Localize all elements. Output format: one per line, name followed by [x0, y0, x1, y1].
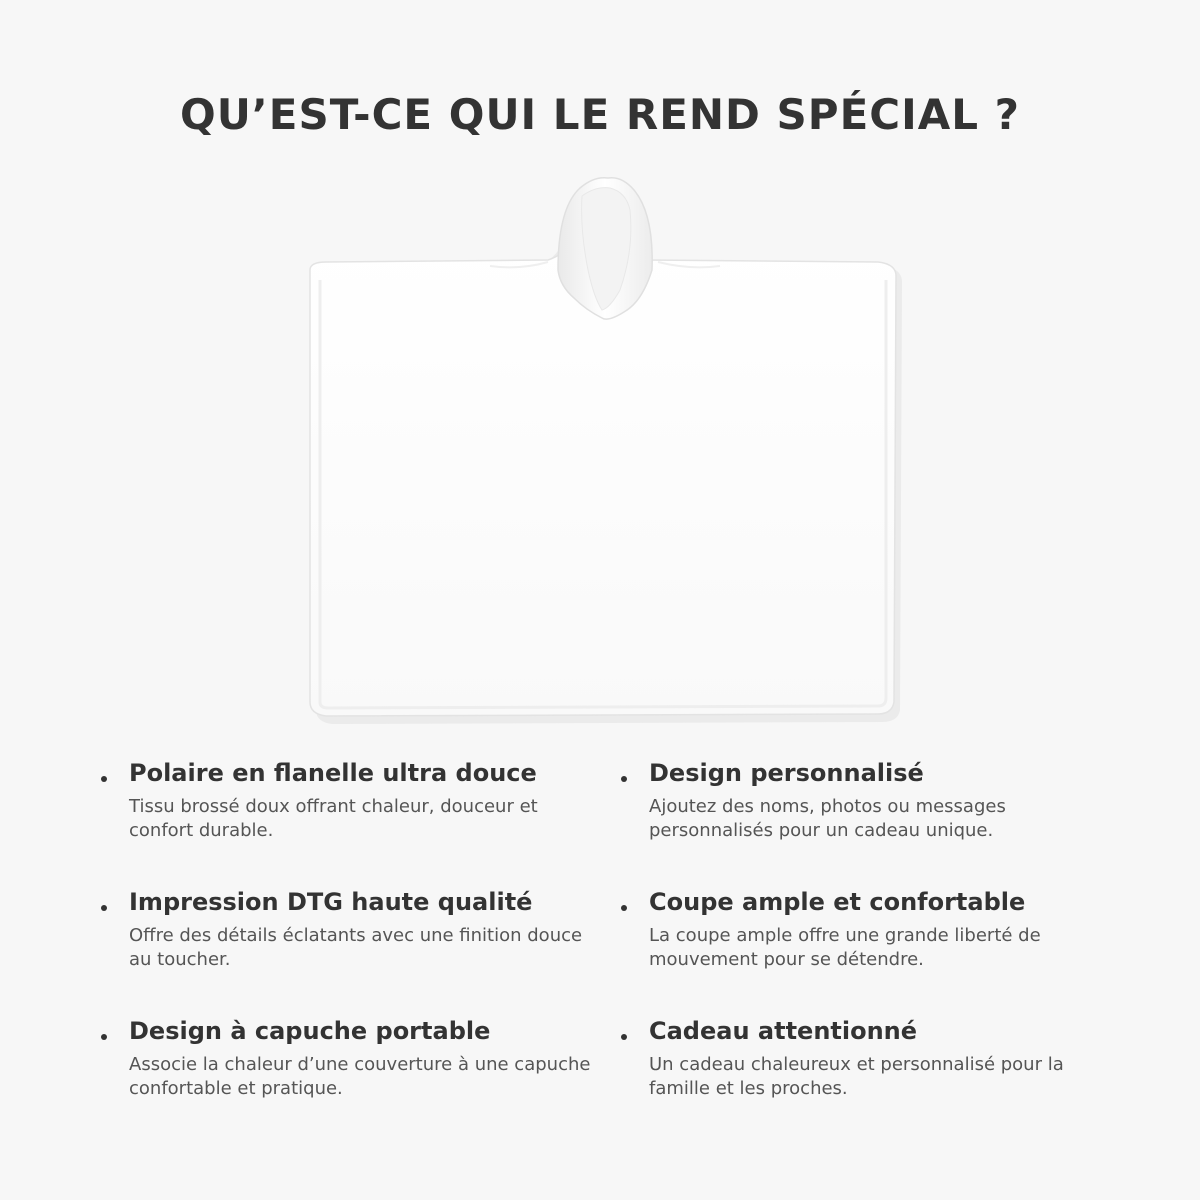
- hooded-blanket-image: [290, 170, 920, 730]
- feature-item: [96, 1014, 606, 1099]
- feature-item: [96, 885, 606, 970]
- bullet-dot-icon: [101, 905, 107, 911]
- feature-description: Ajoutez des noms, photos ou messages personnalisés pour un cadeau unique.: [649, 796, 1006, 841]
- bullet-dot-icon: [621, 905, 627, 911]
- features-grid: [96, 756, 1126, 1099]
- feature-title: Cadeau attentionné: [649, 1017, 918, 1045]
- feature-title: Coupe ample et confortable: [649, 888, 1026, 916]
- feature-description: Offre des détails éclatants avec une finition douce au toucher.: [129, 925, 583, 970]
- feature-description: La coupe ample offre une grande liberté de mouvement pour se détendre.: [649, 925, 1041, 970]
- feature-description: Un cadeau chaleureux et personnalisé pour la famille et les proches.: [649, 1054, 1064, 1099]
- feature-title: Design à capuche portable: [129, 1017, 491, 1045]
- feature-item: [616, 885, 1126, 970]
- page-title: QU’EST-CE QUI LE REND SPÉCIAL ?: [180, 90, 1020, 139]
- feature-description: Tissu brossé doux offrant chaleur, douceur et confort durable.: [129, 796, 538, 841]
- feature-title: Design personnalisé: [649, 759, 924, 787]
- feature-item: [96, 756, 606, 841]
- feature-title: Polaire en flanelle ultra douce: [129, 759, 537, 787]
- bullet-dot-icon: [101, 1034, 107, 1040]
- feature-item: [616, 756, 1126, 841]
- feature-title: Impression DTG haute qualité: [129, 888, 533, 916]
- bullet-dot-icon: [101, 776, 107, 782]
- feature-item: [616, 1014, 1126, 1099]
- bullet-dot-icon: [621, 1034, 627, 1040]
- feature-description: Associe la chaleur d’une couverture à une capuche confortable et pratique.: [129, 1054, 591, 1099]
- bullet-dot-icon: [621, 776, 627, 782]
